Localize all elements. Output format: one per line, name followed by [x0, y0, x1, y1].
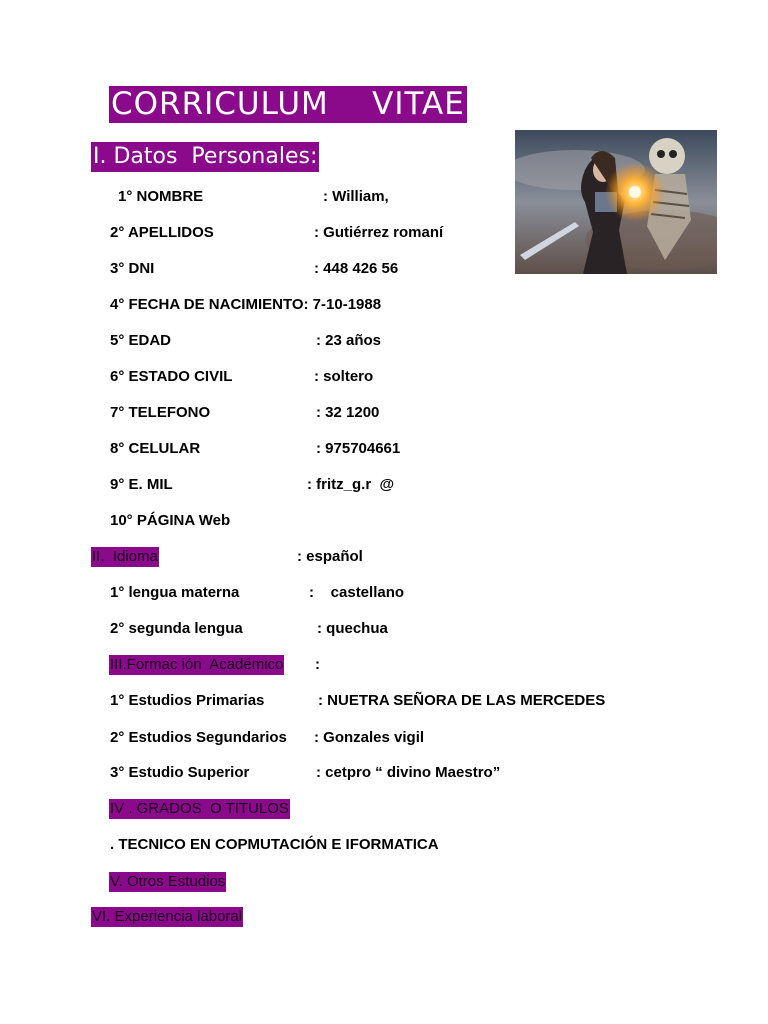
field-value-estudios-primarias: : NUETRA SEÑORA DE LAS MERCEDES	[318, 692, 606, 709]
profile-photo	[515, 130, 717, 274]
field-value-celular: : 975704661	[316, 440, 401, 457]
section-heading-otros-estudios: V. Otros Estudios	[110, 873, 226, 890]
section-heading-experiencia-laboral: VI. Experiencia laboral	[92, 908, 243, 925]
field-label-fecha-nacimiento: 4° FECHA DE NACIMIENTO: 7-10-1988	[110, 296, 382, 313]
section-heading-grados: IV . GRADOS O TITULOS	[110, 800, 289, 817]
field-label-dni: 3° DNI	[110, 260, 155, 277]
field-label-email: 9° E. MIL	[110, 476, 173, 493]
idioma-value: : español	[297, 548, 363, 565]
fantasy-warrior-illustration	[515, 130, 717, 274]
field-value-lengua-materna: : castellano	[309, 584, 405, 601]
field-value-nombre: : William,	[323, 188, 389, 205]
field-label-segunda-lengua: 2° segunda lengua	[110, 620, 243, 637]
field-value-estado-civil: : soltero	[314, 368, 374, 385]
section-heading-formacion: III.Formac ión Académico	[110, 656, 284, 673]
field-label-edad: 5° EDAD	[110, 332, 172, 349]
field-label-celular: 8° CELULAR	[110, 440, 201, 457]
field-value-estudios-segundarios: : Gonzales vigil	[314, 729, 425, 746]
field-label-nombre: 1° NOMBRE	[118, 188, 204, 205]
field-label-estudios-primarias: 1° Estudios Primarias	[110, 692, 265, 709]
field-value-email: : fritz_g.r @	[307, 476, 395, 493]
field-label-telefono: 7° TELEFONO	[110, 404, 211, 421]
field-value-estudio-superior: : cetpro “ divino Maestro”	[316, 764, 501, 781]
field-value-telefono: : 32 1200	[316, 404, 380, 421]
field-label-lengua-materna: 1° lengua materna	[110, 584, 240, 601]
field-label-estado-civil: 6° ESTADO CIVIL	[110, 368, 233, 385]
grado-item: . TECNICO EN COPMUTACIÓN E IFORMATICA	[110, 836, 439, 853]
field-label-apellidos: 2° APELLIDOS	[110, 224, 214, 241]
field-label-pagina-web: 10° PÁGINA Web	[110, 512, 231, 529]
field-value-edad: : 23 años	[316, 332, 382, 349]
field-label-estudios-segundarios: 2° Estudios Segundarios	[110, 729, 287, 746]
field-label-estudio-superior: 3° Estudio Superior	[110, 764, 250, 781]
page-title: CORRICULUM VITAE	[111, 86, 465, 122]
section-heading-personal: I. Datos Personales:	[91, 142, 319, 172]
field-value-segunda-lengua: : quechua	[317, 620, 388, 637]
formacion-colon: :	[315, 656, 320, 673]
field-value-dni: : 448 426 56	[314, 260, 399, 277]
field-value-apellidos: : Gutiérrez romaní	[314, 224, 444, 241]
section-heading-idioma: II. Idioma	[92, 548, 158, 565]
